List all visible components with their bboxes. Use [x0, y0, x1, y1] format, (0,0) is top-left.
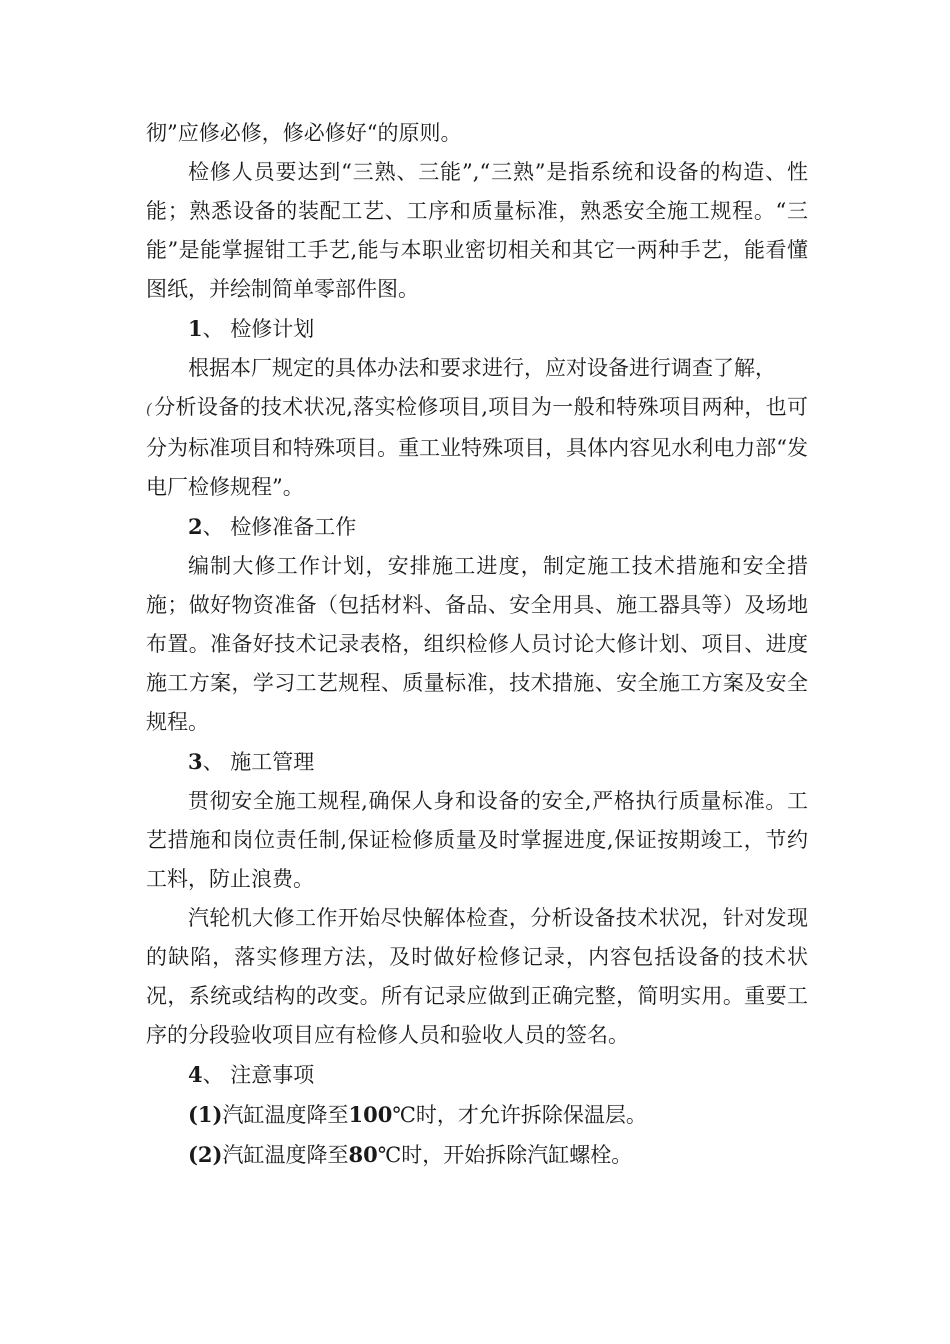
section-title: 、 检修准备工作	[202, 515, 357, 539]
item-number: (2)	[188, 1142, 223, 1167]
paragraph-overhaul-records: 汽轮机大修工作开始尽快解体检查，分析设备技术状况，针对发现的缺陷，落实修理方法，及时做好检修记录，内容包括设备的技术状况，系统或结构的改变。所有记录应做到正确完整，简明实用。重要工序的分段验收项目应有检修人员和验收人员的签名。	[146, 906, 808, 1047]
paragraph-maintenance-plan-a: 根据本厂规定的具体办法和要求进行，应对设备进行调查了解，	[188, 356, 776, 380]
paragraph-maintenance-plan-b	[146, 388, 808, 507]
paragraph-text: 分析设备的技术状况,落实检修项目,项目为一般和特殊项目两种，也可分为标准项目和特殊项目。重工业特殊项目，具体内容见水利电力部“发电厂检修规程”。	[146, 395, 808, 499]
section-title: 、 施工管理	[202, 750, 315, 774]
list-item-1	[146, 1095, 808, 1135]
section-number: 3	[188, 749, 203, 774]
item-number: (1)	[188, 1102, 223, 1127]
paragraph-construction-management: 贯彻安全施工规程,确保人身和设备的安全,严格执行质量标准。工艺措施和岗位责任制,保证检修质量及时掌握进度,保证按期竣工，节约工料，防止浪费。	[146, 789, 808, 891]
item-text-a: 汽缸温度降至	[222, 1103, 349, 1127]
item-value: 80	[348, 1142, 378, 1167]
paragraph-preparation: 编制大修工作计划，安排施工进度，制定施工技术措施和安全措施；做好物资准备（包括材料、备品、安全用具、施工器具等）及场地布置。准备好技术记录表格，组织检修人员讨论大修计划、项目、进度施工方案，学习工艺规程、质量标准，技术措施、安全施工方案及安全规程。	[146, 554, 808, 734]
paragraph-intro-continuation: 彻”应修必修，修必修好“的原则。	[146, 121, 462, 145]
margin-mark: (	[146, 400, 152, 418]
paragraph-three-skills: 检修人员要达到“三熟、三能”,“三熟”是指系统和设备的构造、性能；熟悉设备的装配工艺、工序和质量标准，熟悉安全施工规程。“三能”是能掌握钳工手艺,能与本职业密切相关和其它一两种手艺，能看懂图纸，并绘制简单零部件图。	[146, 160, 808, 301]
section-number: 2	[188, 514, 203, 539]
section-heading-4	[146, 1055, 808, 1095]
section-title: 、 注意事项	[202, 1063, 315, 1087]
item-text-a: 汽缸温度降至	[222, 1143, 349, 1167]
document-body	[146, 114, 808, 1175]
section-heading-1	[146, 309, 808, 349]
item-text-b: ℃时，才允许拆除保温层。	[392, 1103, 647, 1127]
section-title: 、 检修计划	[202, 317, 315, 341]
section-number: 4	[188, 1062, 203, 1087]
section-heading-2	[146, 507, 808, 547]
item-value: 100	[348, 1102, 393, 1127]
section-number: 1	[188, 316, 203, 341]
item-text-b: ℃时，开始拆除汽缸螺栓。	[377, 1143, 633, 1167]
section-heading-3	[146, 742, 808, 782]
list-item-2	[146, 1135, 808, 1175]
